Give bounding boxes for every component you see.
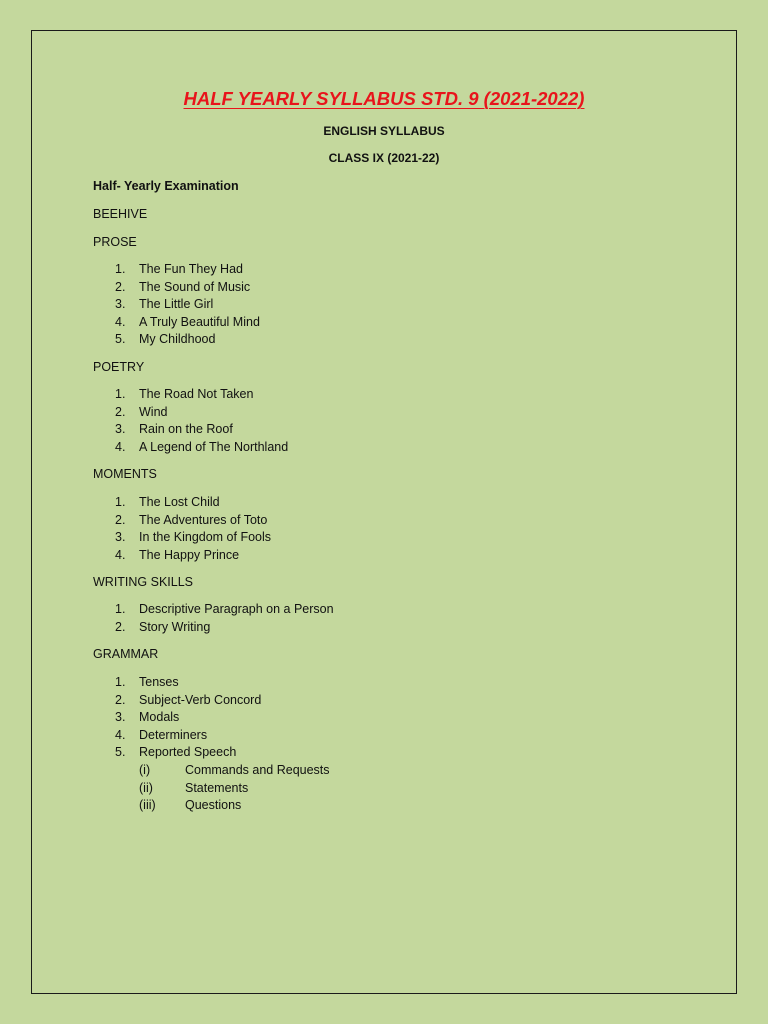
list-item-text: The Adventures of Toto xyxy=(139,512,268,527)
poetry-section-label: POETRY xyxy=(93,360,145,374)
list-item-number: 3. xyxy=(115,297,126,311)
list-item-number: 3. xyxy=(115,422,126,436)
list-item-number: 1. xyxy=(115,602,126,616)
list-item-number: 1. xyxy=(115,495,126,509)
list-item-number: 3. xyxy=(115,530,126,544)
list-item-number: 4. xyxy=(115,314,126,329)
list-item-text: The Happy Prince xyxy=(139,547,240,562)
list-item-text: Determiners xyxy=(139,727,208,742)
list-item-text: In the Kingdom of Fools xyxy=(139,530,272,544)
list-item-number: 2. xyxy=(115,279,126,294)
list-item-number: 4. xyxy=(115,547,126,562)
list-item-text: Tenses xyxy=(139,675,179,689)
moments-section-label: MOMENTS xyxy=(93,467,157,481)
list-item-number: 4. xyxy=(115,727,126,742)
list-item-text: The Sound of Music xyxy=(139,279,251,294)
list-item-text: The Lost Child xyxy=(139,495,220,509)
list-item-text: Reported Speech xyxy=(139,745,237,759)
prose-section-label: PROSE xyxy=(93,235,137,249)
list-item-number: 2. xyxy=(115,619,126,634)
list-item-number: 1. xyxy=(115,262,126,276)
list-item-number: 2. xyxy=(115,692,126,707)
subject-heading: ENGLISH SYLLABUS xyxy=(323,124,445,138)
list-item-text: The Road Not Taken xyxy=(139,387,254,401)
list-item-text: Descriptive Paragraph on a Person xyxy=(139,602,334,616)
subitem-text: Commands and Requests xyxy=(185,763,330,777)
list-item-number: 2. xyxy=(115,404,126,419)
subitem-number: (iii) xyxy=(139,798,156,812)
list-item-text: My Childhood xyxy=(139,332,216,346)
subitem-text: Statements xyxy=(185,780,249,795)
list-item-text: Rain on the Roof xyxy=(139,422,233,436)
list-item-text: A Truly Beautiful Mind xyxy=(139,314,260,329)
list-item-text: The Fun They Had xyxy=(139,262,243,276)
subitem-text: Questions xyxy=(185,798,242,812)
document-title: HALF YEARLY SYLLABUS STD. 9 (2021-2022) xyxy=(183,88,585,109)
list-item-number: 3. xyxy=(115,710,126,724)
book-label: BEEHIVE xyxy=(93,207,148,221)
page-border xyxy=(31,30,737,994)
subitem-number: (ii) xyxy=(139,780,153,795)
list-item-number: 5. xyxy=(115,332,126,346)
list-item-number: 2. xyxy=(115,512,126,527)
grammar-section-label: GRAMMAR xyxy=(93,647,159,661)
list-item-number: 1. xyxy=(115,675,126,689)
list-item-text: Subject-Verb Concord xyxy=(139,692,262,707)
list-item-text: Modals xyxy=(139,710,180,724)
list-item-text: A Legend of The Northland xyxy=(139,439,289,454)
list-item-text: Wind xyxy=(139,404,168,419)
writing-skills-section-label: WRITING SKILLS xyxy=(93,575,194,589)
list-item-number: 4. xyxy=(115,439,126,454)
list-item-text: The Little Girl xyxy=(139,297,214,311)
subitem-number: (i) xyxy=(139,763,151,777)
class-heading: CLASS IX (2021-22) xyxy=(328,151,440,165)
list-item-text: Story Writing xyxy=(139,619,211,634)
exam-heading: Half- Yearly Examination xyxy=(93,179,239,193)
list-item-number: 1. xyxy=(115,387,126,401)
list-item-number: 5. xyxy=(115,745,126,759)
